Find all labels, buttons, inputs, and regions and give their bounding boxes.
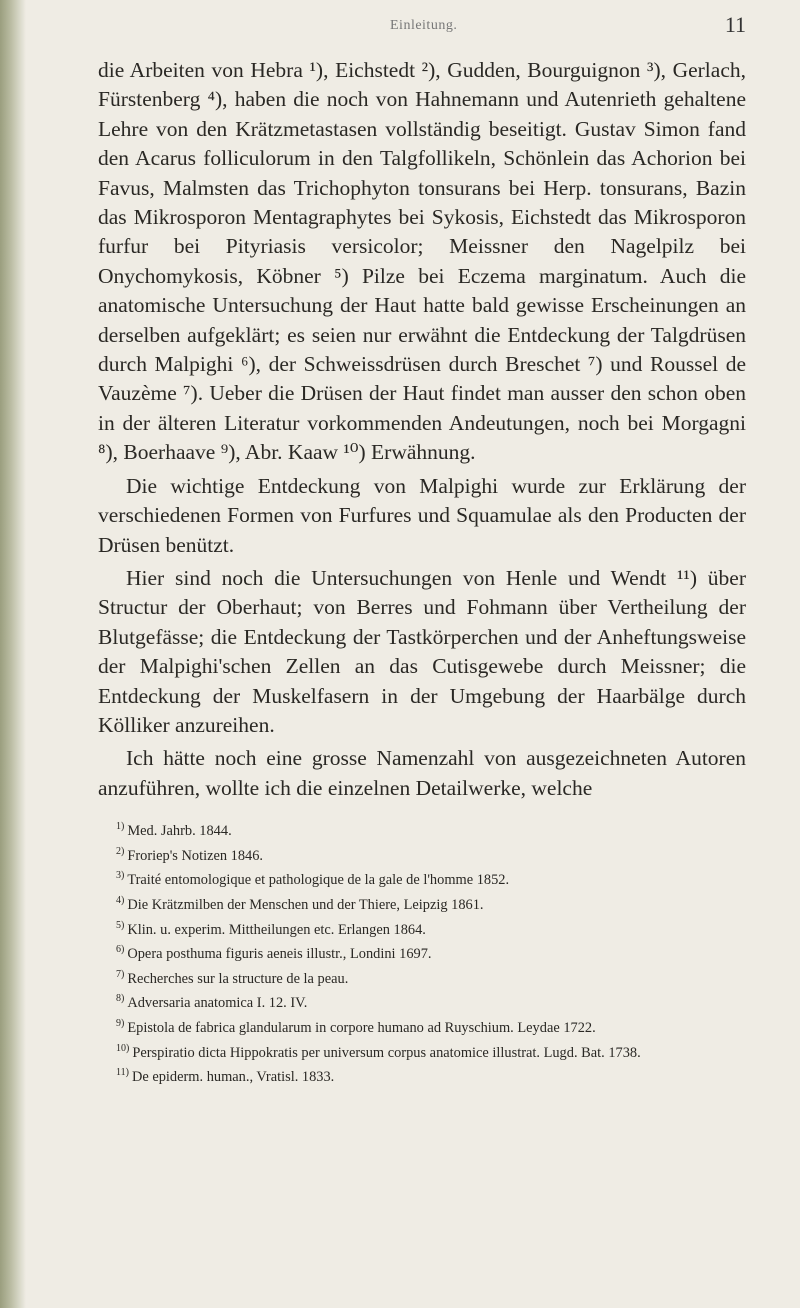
book-binding-edge bbox=[0, 0, 26, 1308]
footnote: $^{11)}$ De epiderm. human., Vratisl. 1833. bbox=[116, 1067, 335, 1086]
paragraph-3: Hier sind noch die Untersuchungen von Henle und Wendt ¹¹) über Structur der Oberhaut; von Berres und Fohmann über Vertheilung der Blutgefässe; die Entdeckung der Tastkörperchen und der Anheftungsweise der Malpighi'schen Zellen an das Cutisgewebe durch Meissner; die Entdeckung der Muskelfasern in der Umgebung der Haarbälge durch Kölliker anzureihen. bbox=[98, 565, 746, 737]
paragraph-2: Die wichtige Entdeckung von Malpighi wurde zur Erklärung der verschiedenen Formen von Furfures und Squamulae als den Producten der Drüsen benützt. bbox=[98, 473, 746, 557]
footnote: $^{9)}$ Epistola de fabrica glandularum in corpore humano ad Ruyschium. Leydae 1722. bbox=[116, 1017, 596, 1036]
footnote: $^{6)}$ Opera posthuma figuris aeneis illustr., Londini 1697. bbox=[116, 944, 432, 963]
footnote: $^{3)}$ Traité entomologique et pathologique de la gale de l'homme 1852. bbox=[116, 870, 510, 889]
footnotes bbox=[98, 817, 746, 1088]
footnote: $^{5)}$ Klin. u. experim. Mittheilungen etc. Erlangen 1864. bbox=[116, 919, 426, 938]
paragraph-4: Ich hätte noch eine grosse Namenzahl von ausgezeichneten Autoren anzuführen, wollte ich die einzelnen Detailwerke, welche bbox=[98, 746, 746, 800]
footnote: $^{4)}$ Die Krätzmilben der Menschen und der Thiere, Leipzig 1861. bbox=[116, 894, 484, 913]
footnote: $^{7)}$ Recherches sur la structure de la peau. bbox=[116, 968, 349, 987]
footnote: $^{8)}$ Adversaria anatomica I. 12. IV. bbox=[116, 993, 308, 1012]
running-head: Einleitung. bbox=[390, 18, 458, 33]
body-text bbox=[98, 56, 746, 803]
footnote: $^{10)}$ Perspiratio dicta Hippokratis per universum corpus anatomice illustrat. Lugd. Bat. 1738. bbox=[116, 1042, 641, 1061]
footnote: $^{2)}$ Froriep's Notizen 1846. bbox=[116, 845, 264, 864]
footnote: $^{1)}$ Med. Jahrb. 1844. bbox=[116, 821, 232, 840]
page-number: 11 bbox=[724, 12, 746, 37]
book-page bbox=[98, 0, 746, 1088]
page-header bbox=[98, 0, 746, 56]
paragraph-1: die Arbeiten von Hebra ¹), Eichstedt ²), Gudden, Bourguignon ³), Gerlach, Fürstenberg ⁴), haben die noch von Hahnemann und Autenrieth gehaltene Lehre von den Krätzmetastasen vollständig beseitigt. Gustav Simon fand den Acarus folliculorum in den Talgfollikeln, Schönlein das Achorion bei Favus, Malmsten das Trichophyton tonsurans bei Herp. tonsurans, Bazin das Mikrosporon Mentagraphytes bei Sykosis, Eichstedt das Mikrosporon furfur bei Pityriasis versicolor; Meissner den Nagelpilz bei Onychomykosis, Köbner ⁵) Pilze bei Eczema marginatum. Auch die anatomische Untersuchung der Haut hatte bald gewisse Erscheinungen an derselben aufgeklärt; es seien nur erwähnt die Entdeckung der Talgdrüsen durch Malpighi ⁶), der Schweissdrüsen durch Breschet ⁷) und Roussel de Vauzème ⁷). Ueber die Drüsen der Haut findet man ausser den schon oben in der älteren Literatur vorkommenden Andeutungen, noch bei Morgagni ⁸), Boerhaave ⁹), Abr. Kaaw ¹⁰) Erwähnung. bbox=[98, 58, 746, 465]
